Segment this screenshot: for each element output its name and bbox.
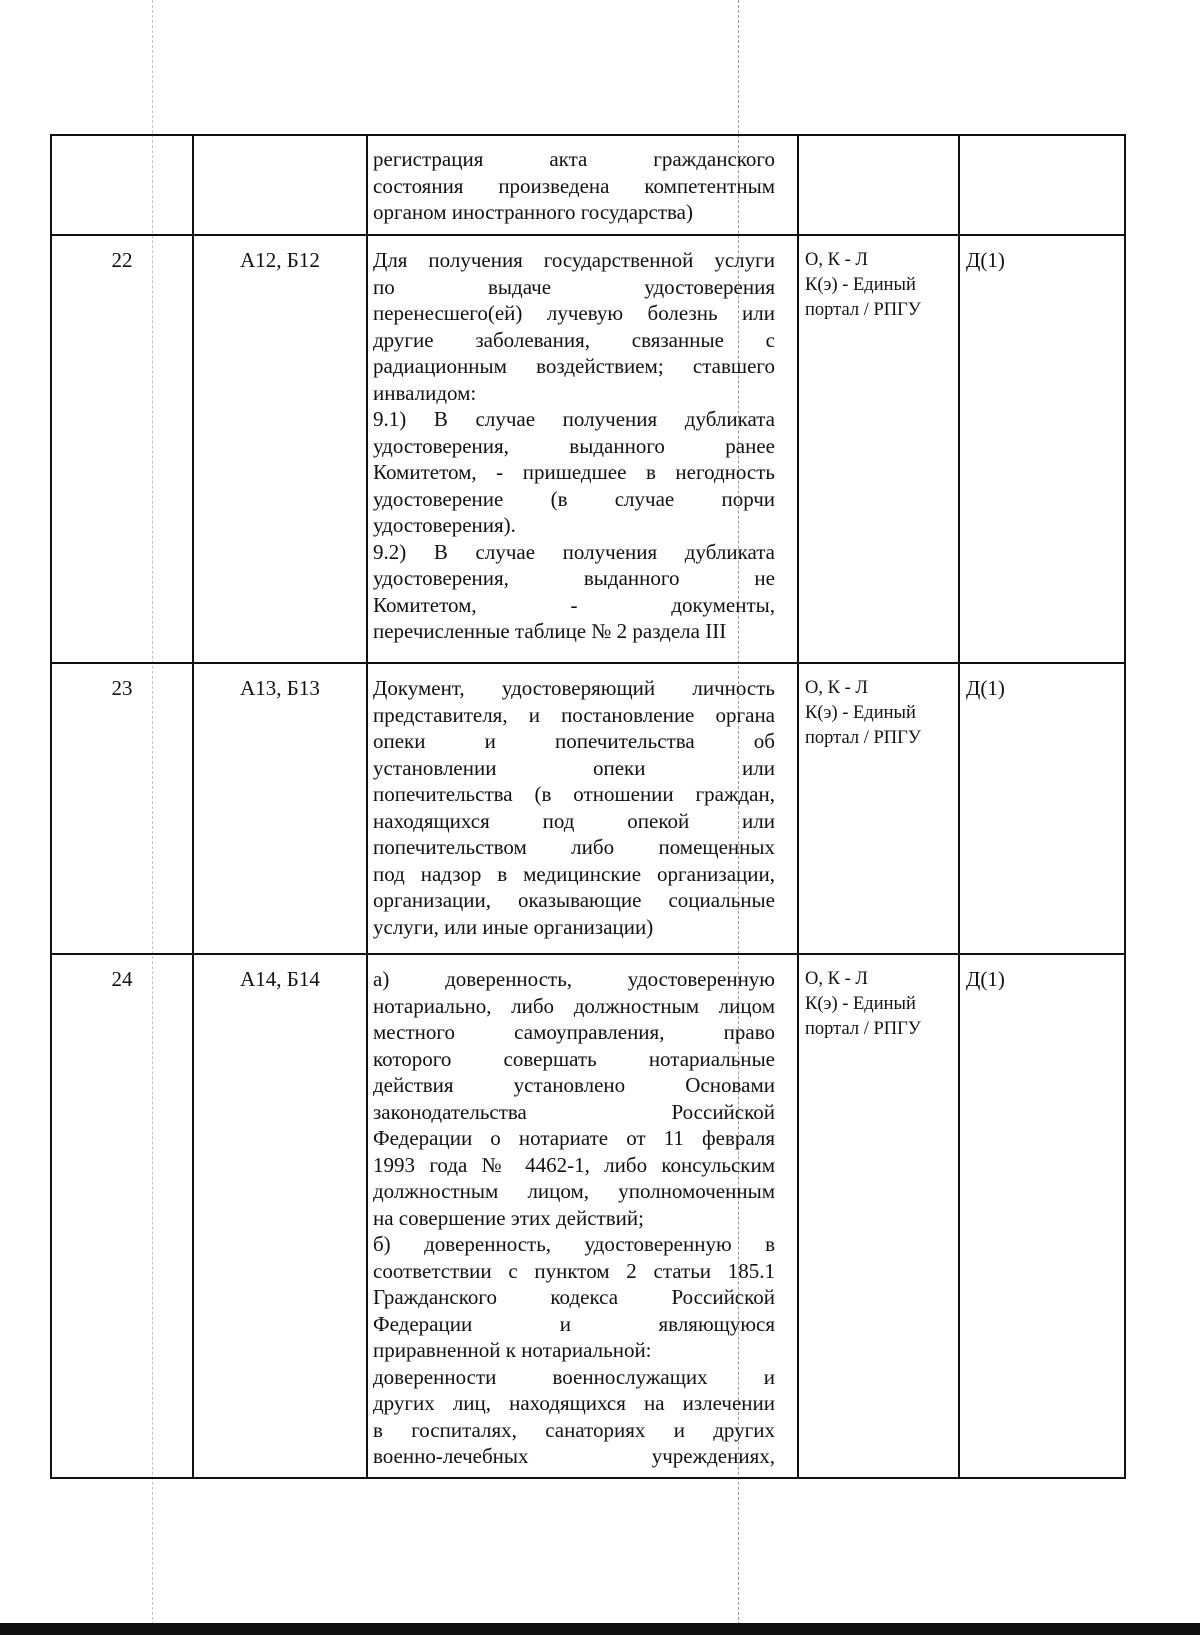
description-line: нотариально, либо должностным лицом <box>373 993 775 1018</box>
form-line: О, К - Л <box>805 969 868 989</box>
row-codes: А12, Б12 <box>240 248 320 272</box>
description-line: установлении опеки или <box>373 755 775 780</box>
description-line: регистрация акта гражданского <box>373 147 775 171</box>
row-codes: А14, Б14 <box>240 967 320 991</box>
description-line: перенесшего(ей) лучевую болезнь или <box>373 301 775 325</box>
description-line: попечительством либо помещенных <box>373 835 775 859</box>
table-border-top <box>50 134 1126 136</box>
description-line: которого совершать нотариальные <box>373 1046 775 1071</box>
table-column-divider <box>958 134 960 1479</box>
form-line: портал / РПГУ <box>805 728 921 748</box>
description-line: Гражданского кодекса Российской <box>373 1285 775 1309</box>
form-line: К(э) - Единый <box>805 275 916 295</box>
table-column-divider <box>366 134 368 1479</box>
description-line: доверенности военнослужащих и <box>373 1364 775 1389</box>
description-line: удостоверения, выданного ранее <box>373 433 775 458</box>
form-line: портал / РПГУ <box>805 1019 921 1039</box>
description-line: Комитетом, - пришедшее в негодность <box>373 460 775 484</box>
table-row-divider <box>50 234 1126 236</box>
description-line: соответствии с пунктом 2 статьи 185.1 <box>373 1258 775 1283</box>
description-line: опеки и попечительства об <box>373 729 775 753</box>
description-line: должностным лицом, уполномоченным <box>373 1179 775 1203</box>
description-line: приравненной к нотариальной: <box>373 1338 652 1362</box>
description-line: Федерации и являющуюся <box>373 1311 775 1336</box>
description-line: 1993 года № 4462-1, либо консульским <box>373 1152 775 1177</box>
form-line: портал / РПГУ <box>805 300 921 320</box>
row-submission-form <box>805 248 955 323</box>
description-line: в госпиталях, санаториях и других <box>373 1417 775 1442</box>
table-row-divider <box>50 662 1126 664</box>
description-line: состояния произведена компетентным <box>373 173 775 198</box>
form-line: О, К - Л <box>805 250 868 270</box>
table-column-divider <box>797 134 799 1479</box>
table-column-divider <box>192 134 194 1479</box>
row-codes: А13, Б13 <box>240 676 320 700</box>
description-line: организации, оказывающие социальные <box>373 888 775 912</box>
scan-edge-bar <box>0 1623 1200 1635</box>
description-line: попечительства (в отношении граждан, <box>373 782 775 806</box>
description-line: других лиц, находящихся на излечении <box>373 1391 775 1415</box>
description-line: находящихся под опекой или <box>373 808 775 833</box>
description-line: инвалидом: <box>373 380 477 405</box>
table-border-right <box>1124 134 1126 1479</box>
description-line: органом иностранного государства) <box>373 200 693 224</box>
form-line: К(э) - Единый <box>805 994 916 1014</box>
description-line: перечисленные таблице № 2 раздела III <box>373 619 727 643</box>
description-line: услуги, или иные организации) <box>373 914 654 939</box>
description-line: Документ, удостоверяющий личность <box>373 676 775 700</box>
description-line: действия установлено Основами <box>373 1073 775 1097</box>
description-line: военно-лечебных учреждениях, <box>373 1444 775 1468</box>
description-line: удостоверение (в случае порчи <box>373 486 775 511</box>
description-line: удостоверения). <box>373 513 516 537</box>
table-row-continuation-description <box>373 146 775 226</box>
row-description <box>373 675 775 940</box>
description-line: радиационным воздействием; ставшего <box>373 354 775 378</box>
row-description <box>373 966 775 1470</box>
row-number: 23 <box>111 676 133 700</box>
row-description <box>373 247 775 645</box>
form-line: К(э) - Единый <box>805 703 916 723</box>
table-row-divider <box>50 953 1126 955</box>
row-result: Д(1) <box>966 967 1005 991</box>
description-line: б) доверенность, удостоверенную в <box>373 1232 775 1256</box>
description-line: Комитетом, - документы, <box>373 592 775 617</box>
description-line: под надзор в медицинские организации, <box>373 861 775 886</box>
description-line: Для получения государственной услуги <box>373 248 775 272</box>
row-result: Д(1) <box>966 248 1005 272</box>
description-line: представителя, и постановление органа <box>373 702 775 727</box>
description-line: по выдаче удостоверения <box>373 274 775 299</box>
table-border-bottom <box>50 1477 1126 1479</box>
table-border-left <box>50 134 52 1479</box>
scan-fold-line <box>152 0 153 1635</box>
description-line: удостоверения, выданного не <box>373 566 775 590</box>
description-line: а) доверенность, удостоверенную <box>373 967 775 991</box>
description-line: Федерации о нотариате от 11 февраля <box>373 1126 775 1150</box>
description-line: 9.2) В случае получения дубликата <box>373 539 775 564</box>
description-line: законодательства Российской <box>373 1099 775 1124</box>
form-line: О, К - Л <box>805 678 868 698</box>
description-line: местного самоуправления, право <box>373 1020 775 1044</box>
description-line: 9.1) В случае получения дубликата <box>373 407 775 431</box>
row-submission-form <box>805 676 955 751</box>
row-result: Д(1) <box>966 676 1005 700</box>
description-line: другие заболевания, связанные с <box>373 327 775 352</box>
description-line: на совершение этих действий; <box>373 1205 644 1230</box>
row-number: 22 <box>111 248 133 272</box>
row-number: 24 <box>111 967 133 991</box>
row-submission-form <box>805 967 955 1042</box>
